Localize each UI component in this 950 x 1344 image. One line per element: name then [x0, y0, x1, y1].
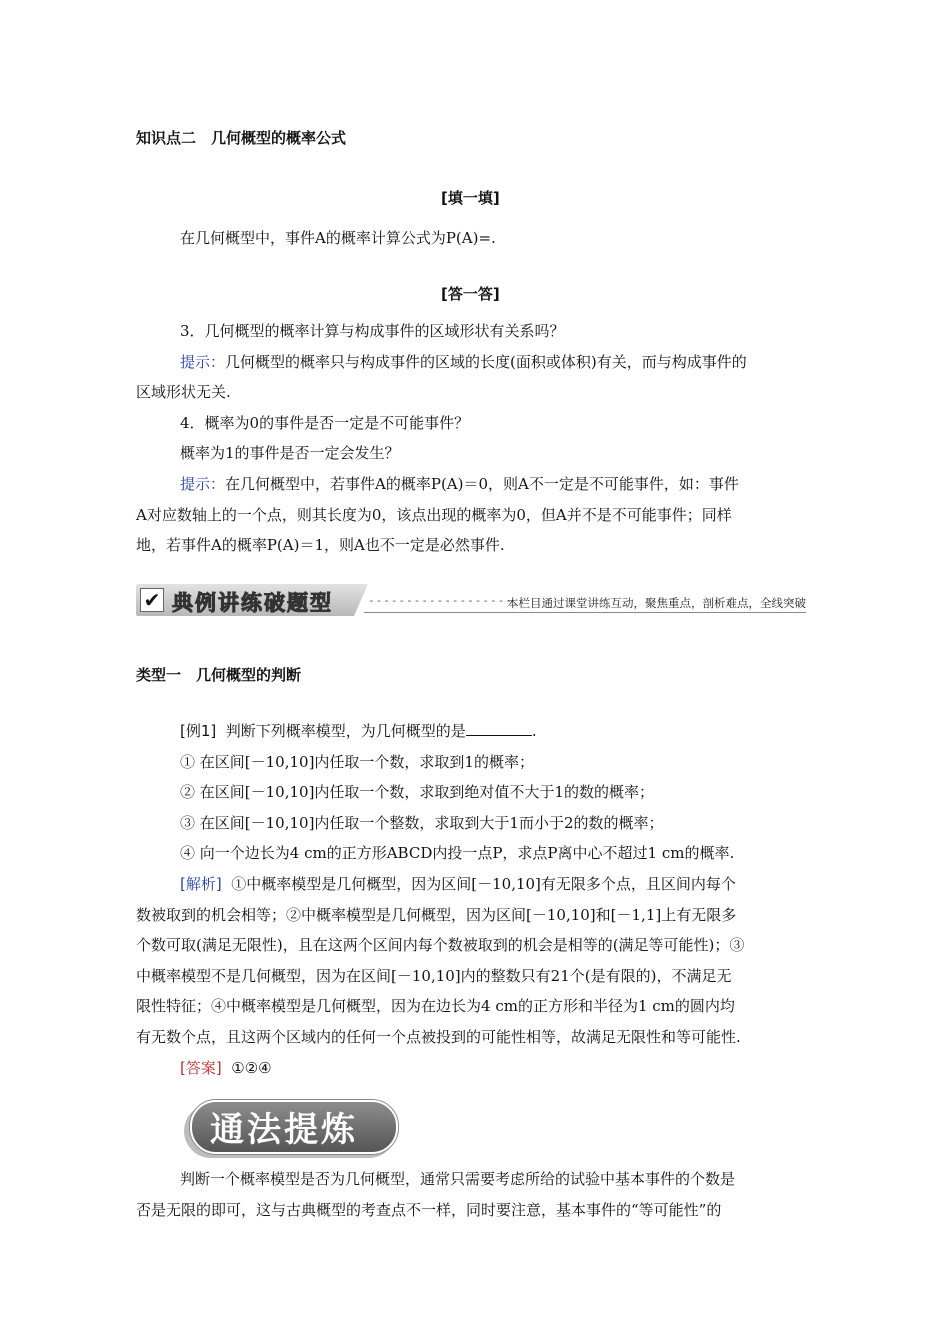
- section-banner: [136, 584, 806, 616]
- hint-3-line-2: 区域形状无关.: [136, 383, 231, 402]
- example-stem: [136, 716, 814, 747]
- example-label: [例1]: [180, 722, 217, 740]
- analysis-line-5: 限性特征；④中概率模型是几何概型，因为在边长为4 cm的正方形和半径为1 cm的圆内均: [136, 997, 735, 1016]
- answer-line: [136, 1053, 814, 1084]
- hint-3-line: [136, 347, 814, 378]
- badge-title: 通法提炼: [210, 1110, 358, 1150]
- hint-4-line-3: 地，若事件A的概率P(A)＝1，则A也不一定是必然事件.: [136, 536, 505, 555]
- banner-underline: [364, 612, 806, 613]
- banner-dashes: -------------------: [368, 594, 513, 607]
- option-4: ④ 向一个边长为4 cm的正方形ABCD内投一点P，求点P离中心不超过1 cm的概率.: [180, 844, 735, 863]
- qa-block: [136, 316, 814, 561]
- fill-heading: [填一填]: [441, 189, 500, 207]
- fill-line: 在几何概型中，事件A的概率计算公式为P(A)=.: [180, 229, 496, 247]
- answer-blank: [466, 721, 532, 736]
- hint-4-line-2: A对应数轴上的一个点，则其长度为0，该点出现的概率为0，但A并不是不可能事件；同样: [136, 505, 732, 524]
- type-heading: 类型一 几何概型的判断: [136, 666, 302, 684]
- method-block: [136, 1164, 814, 1225]
- analysis-line-3: 个数可取(满足无限性)，且在这两个区间内每个数被取到的机会是相等的(满足等可能性)；③: [136, 936, 745, 955]
- question-4: 4．概率为0的事件是否一定是不可能事件？: [180, 413, 470, 432]
- example-stem-text: 判断下列概率模型，为几何概型的是: [225, 722, 466, 740]
- question-4-part-2: 概率为1的事件是否一定会发生？: [180, 444, 400, 463]
- analysis-line-2: 数被取到的机会相等；②中概率模型是几何概型，因为区间[－10,10]和[－1,1]上有无限多: [136, 905, 737, 924]
- question-3: 3．几何概型的概率计算与构成事件的区域形状有关系吗？: [180, 322, 565, 340]
- hint-4-text: 在几何概型中，若事件A的概率P(A)＝0，则A不一定是不可能事件，如：事件: [225, 474, 739, 493]
- banner-note: 本栏目通过课堂讲练互动，聚焦重点，剖析难点，全线突破: [507, 596, 806, 610]
- example-block: [136, 716, 814, 1083]
- method-badge: [184, 1098, 400, 1160]
- option-1: ① 在区间[－10,10]内任取一个数，求取到1的概率；: [180, 752, 534, 771]
- analysis-text-1: ①中概率模型是几何概型，因为区间[－10,10]有无限多个点，且区间内每个: [231, 874, 736, 893]
- analysis-label: [解析]: [180, 874, 222, 893]
- checkmark-icon: ✔: [140, 588, 164, 612]
- method-line-1: 判断一个概率模型是否为几何概型，通常只需要考虑所给的试验中基本事件的个数是: [180, 1170, 736, 1188]
- analysis-line-1: [136, 869, 814, 900]
- hint-label: 提示：: [180, 474, 226, 493]
- answer-value: ①②④: [231, 1058, 272, 1077]
- example-stem-end: .: [531, 722, 537, 740]
- analysis-line-4: 中概率模型不是几何概型，因为在区间[－10,10]内的整数只有21个(是有限的)，不满足无: [136, 966, 732, 985]
- option-2: ② 在区间[－10,10]内任取一个数，求取到绝对值不大于1的数的概率；: [180, 783, 654, 802]
- section-heading: 知识点二 几何概型的概率公式: [136, 129, 347, 147]
- answer-heading: [答一答]: [441, 285, 500, 303]
- hint-label: 提示：: [180, 352, 226, 371]
- analysis-line-6: 有无数个点，且这两个区域内的任何一个点被投到的可能性相等，故满足无限性和等可能性.: [136, 1027, 741, 1046]
- answer-label: [答案]: [180, 1058, 222, 1077]
- hint-3-text: 几何概型的概率只与构成事件的区域的长度(面积或体积)有关，而与构成事件的: [225, 352, 747, 371]
- banner-title: 典例讲练破题型: [172, 591, 333, 615]
- option-3: ③ 在区间[－10,10]内任取一个整数，求取到大于1而小于2的数的概率；: [180, 813, 664, 832]
- hint-4-line: [136, 469, 814, 500]
- method-line-2: 否是无限的即可，这与古典概型的考查点不一样，同时要注意，基本事件的“等可能性”的: [136, 1200, 722, 1219]
